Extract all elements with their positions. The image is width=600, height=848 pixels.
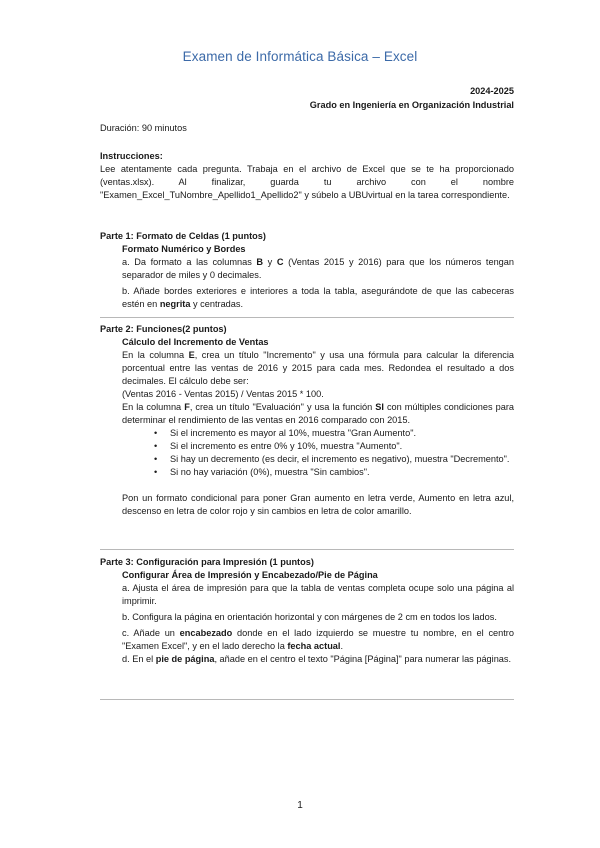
section-divider bbox=[100, 317, 514, 318]
instructions-text: Lee atentamente cada pregunta. Trabaja en el archivo de Excel que se te ha proporcionado (ventas.xlsx). Al finalizar, guarda tu archivo con el nombre "Examen_Excel_TuNombre_Apellido1_Apellido2" y súbelo a UBUvirtual en la tarea correspondiente. bbox=[100, 164, 514, 200]
part3-item-d: d. En el pie de página, añade en el centro el texto "Página [Página]" para numerar las páginas. bbox=[122, 654, 512, 664]
part2-conditions-list bbox=[122, 427, 514, 479]
bullet-icon: • bbox=[154, 428, 158, 438]
section-divider bbox=[100, 549, 514, 550]
academic-year: 2024-2025 bbox=[470, 86, 514, 96]
bullet-icon: • bbox=[154, 441, 158, 451]
part3-subheading: Configurar Área de Impresión y Encabezado/Pie de Página bbox=[122, 570, 378, 580]
part2-closing-text: Pon un formato condicional para poner Gran aumento en letra verde, Aumento en letra azul, descenso en letra de color rojo y sin cambios en letra de color amarillo. bbox=[122, 493, 514, 516]
instructions-heading: Instrucciones: bbox=[100, 151, 163, 161]
part1-subheading: Formato Numérico y Bordes bbox=[122, 244, 246, 254]
degree-name: Grado en Ingeniería en Organización Industrial bbox=[309, 100, 514, 110]
section-divider bbox=[100, 699, 514, 700]
bullet-icon: • bbox=[154, 467, 158, 477]
part1-item-b: b. Añade bordes exteriores e interiores a toda la tabla, asegurándote de que las cabeceras estén en negrita y centradas. bbox=[122, 286, 514, 309]
page-number: 1 bbox=[297, 800, 303, 811]
part2-heading: Parte 2: Funciones(2 puntos) bbox=[100, 324, 227, 334]
part3-heading: Parte 3: Configuración para Impresión (1 puntos) bbox=[100, 557, 314, 567]
part2-formula: (Ventas 2016 - Ventas 2015) / Ventas 2015 * 100. bbox=[122, 389, 324, 399]
list-item: • Si el incremento es mayor al 10%, muestra "Gran Aumento". bbox=[154, 428, 417, 438]
list-item: • Si no hay variación (0%), muestra "Sin cambios". bbox=[154, 467, 370, 477]
part3-item-a: a. Ajusta el área de impresión para que la tabla de ventas completa ocupe solo una página al imprimir. bbox=[122, 583, 514, 606]
list-item: • Si hay un decremento (es decir, el incremento es negativo), muestra "Decremento". bbox=[154, 454, 510, 464]
document-meta bbox=[310, 84, 514, 112]
part3-item-b: b. Configura la página en orientación horizontal y con márgenes de 2 cm en todos los lados. bbox=[122, 612, 497, 622]
part2-column-f-text: En la columna F, crea un título "Evaluación" y usa la función SI con múltiples condiciones para determinar el rendimiento de las ventas en 2016 comparado con 2015. bbox=[122, 402, 514, 425]
part3-item-c: c. Añade un encabezado donde en el lado izquierdo se muestre tu nombre, en el centro "Examen Excel", y en el lado derecho la fecha actual. bbox=[122, 628, 514, 651]
part1-heading: Parte 1: Formato de Celdas (1 puntos) bbox=[100, 231, 266, 241]
document-title: Examen de Informática Básica – Excel bbox=[182, 49, 418, 64]
part1-item-a: a. Da formato a las columnas B y C (Ventas 2015 y 2016) para que los números tengan separador de miles y 0 decimales. bbox=[122, 257, 515, 280]
part1-section bbox=[100, 230, 514, 311]
instructions-section bbox=[100, 150, 514, 202]
part3-section bbox=[100, 556, 514, 666]
part2-section bbox=[100, 323, 514, 518]
bullet-icon: • bbox=[154, 454, 158, 464]
duration: Duración: 90 minutos bbox=[100, 123, 187, 133]
list-item: • Si el incremento es entre 0% y 10%, muestra "Aumento". bbox=[154, 441, 403, 451]
part2-column-e-text: En la columna E, crea un título "Incremento" y usa una fórmula para calcular la diferencia porcentual entre las ventas de 2016 y 2015 para cada mes. Redondea el resultado a dos decimales. El cálculo debe ser: bbox=[122, 350, 514, 386]
part2-subheading: Cálculo del Incremento de Ventas bbox=[122, 337, 269, 347]
